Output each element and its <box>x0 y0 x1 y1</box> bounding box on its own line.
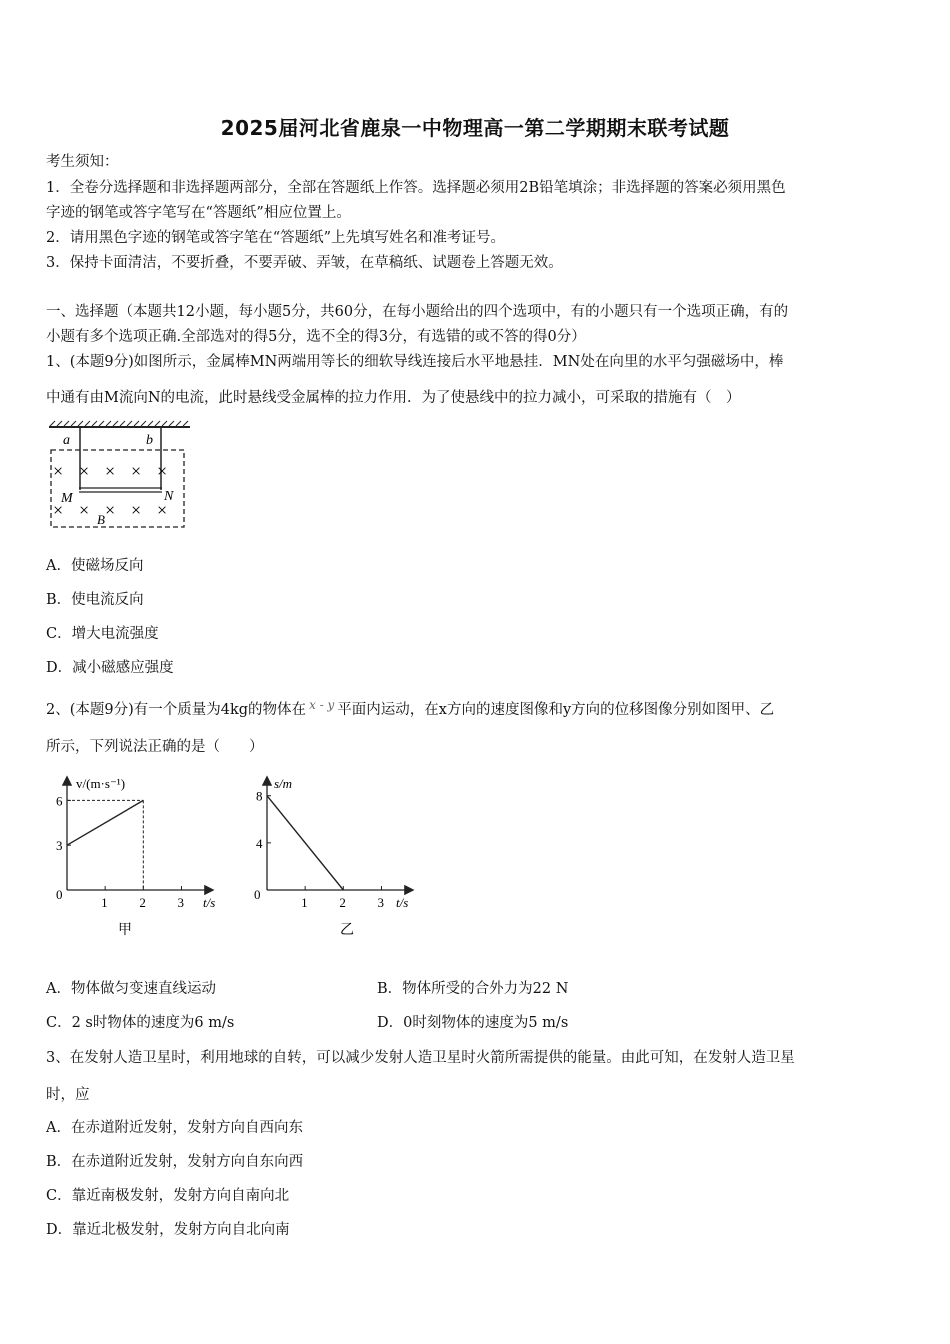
field-cross-mark: × <box>79 500 90 520</box>
question-2-option-c: C．2 s时物体的速度为6 m/s <box>46 1015 235 1031</box>
label-b: b <box>146 433 153 448</box>
origin-label: 0 <box>254 887 261 902</box>
section-1-intro-line-2: 小题有多个选项正确.全部选对的得5分，选不全的得3分，有选错的或不答的得0分） <box>46 329 586 345</box>
question-1-figure <box>44 420 194 532</box>
x-axis-label: t/s <box>396 895 409 910</box>
question-3-option-b: B．在赤道附近发射，发射方向自东向西 <box>46 1154 304 1170</box>
origin-label: 0 <box>56 887 63 902</box>
question-2-option-d: D．0时刻物体的速度为5 m/s <box>377 1015 569 1031</box>
question-3-option-c: C．靠近南极发射，发射方向自南向北 <box>46 1188 290 1204</box>
x-tick-label: 3 <box>177 895 184 910</box>
data-line <box>67 800 143 845</box>
data-line <box>267 796 343 890</box>
y-axis-label: v/(m·s⁻¹) <box>76 776 126 791</box>
field-cross-mark: × <box>105 461 116 481</box>
field-cross-mark: × <box>131 500 142 520</box>
question-3-option-a: A．在赤道附近发射，发射方向自西向东 <box>46 1120 303 1136</box>
y-axis-label: s/m <box>274 776 293 791</box>
y-tick-label: 3 <box>56 838 63 854</box>
notice-item-3: 3．保持卡面清洁，不要折叠，不要弄破、弄皱，在草稿纸、试题卷上答题无效。 <box>46 255 563 271</box>
field-cross-mark: × <box>105 500 116 520</box>
y-tick-label: 6 <box>56 793 63 809</box>
y-tick-label: 8 <box>256 788 263 804</box>
xy-plane-symbol: x - y <box>309 698 335 712</box>
question-3-stem-line-1: 3、在发射人造卫星时，利用地球的自转，可以减少发射人造卫星时火箭所需提供的能量。由此可知，在发射人造卫星 <box>46 1050 795 1066</box>
question-1-stem-line-1: 1、(本题9分)如图所示，金属棒MN两端用等长的细软导线连接后水平地悬挂．MN处在向里的水平匀强磁场中，棒 <box>46 354 784 370</box>
page-title: 2025届河北省鹿泉一中物理高一第二学期期末联考试题 <box>220 116 730 140</box>
question-2-stem-line-1 <box>46 700 774 720</box>
field-cross-mark: × <box>53 500 64 520</box>
notice-item-1-line-1: 1．全卷分选择题和非选择题两部分，全部在答题纸上作答。选择题必须用2B铅笔填涂；非选择题的答案必须用黑色 <box>46 180 786 196</box>
field-cross-mark: × <box>79 461 90 481</box>
y-tick-label: 4 <box>256 835 263 851</box>
question-1-option-c: C．增大电流强度 <box>46 626 159 642</box>
x-tick-label: 1 <box>301 895 308 910</box>
field-cross-mark: × <box>131 461 142 481</box>
label-a: a <box>63 433 70 448</box>
x-tick-label: 2 <box>339 895 346 910</box>
notice-heading: 考生须知： <box>46 154 119 170</box>
chart-caption: 乙 <box>340 923 354 938</box>
x-axis-label: t/s <box>203 895 216 910</box>
label-B: B <box>97 512 105 527</box>
x-tick-label: 1 <box>101 895 108 910</box>
question-1-option-d: D．减小磁感应强度 <box>46 660 174 676</box>
chart-caption: 甲 <box>118 923 132 938</box>
question-3-option-d: D．靠近北极发射，发射方向自北向南 <box>46 1222 290 1238</box>
field-cross-mark: × <box>157 461 168 481</box>
question-2-option-b: B．物体所受的合外力为22 N <box>377 981 569 997</box>
question-3-stem-line-2: 时，应 <box>46 1087 90 1103</box>
question-2-stem-suffix: 平面内运动，在x方向的速度图像和y方向的位移图像分别如图甲、乙 <box>337 702 775 718</box>
x-tick-label: 3 <box>377 895 384 910</box>
label-N: N <box>164 489 174 504</box>
question-1-option-a: A．使磁场反向 <box>46 558 144 574</box>
question-1-option-b: B．使电流反向 <box>46 592 144 608</box>
question-1-stem-line-2: 中通有由M流向N的电流，此时悬线受金属棒的拉力作用．为了使悬线中的拉力减小，可采取的措施有（ ） <box>46 390 741 406</box>
section-1-intro-line-1: 一、选择题（本题共12小题，每小题5分，共60分，在每小题给出的四个选项中，有的小题只有一个选项正确，有的 <box>46 304 789 320</box>
x-tick-label: 2 <box>139 895 146 910</box>
field-cross-mark: × <box>53 461 64 481</box>
label-M: M <box>61 491 73 506</box>
question-2-stem-line-2: 所示，下列说法正确的是（ ） <box>46 739 264 755</box>
velocity-time-chart <box>40 772 230 942</box>
notice-item-2: 2．请用黑色字迹的钢笔或答字笔在“答题纸”上先填写姓名和准考证号。 <box>46 230 506 246</box>
displacement-time-chart <box>240 772 430 942</box>
field-cross-mark: × <box>157 500 168 520</box>
question-2-option-a: A．物体做匀变速直线运动 <box>46 981 216 997</box>
question-2-stem-prefix: 2、(本题9分)有一个质量为4kg的物体在 <box>46 702 307 718</box>
notice-item-1-line-2: 字迹的钢笔或答字笔写在“答题纸”相应位置上。 <box>46 205 351 221</box>
